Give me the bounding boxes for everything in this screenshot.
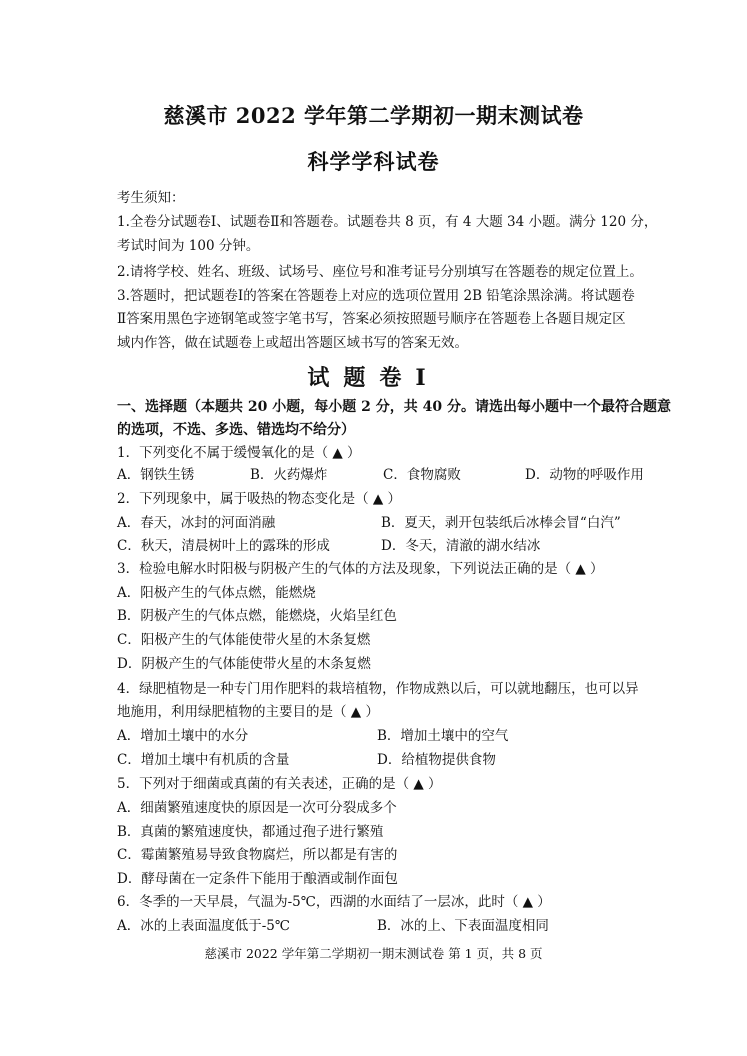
- q2-option-a: A．春天，冰封的河面消融: [117, 515, 276, 531]
- q4-stem-1: 4．绿肥植物是一种专门用作肥料的栽培植物，作物成熟以后，可以就地翻压，也可以异: [117, 681, 639, 697]
- q3-option-d: D．阴极产生的气体能使带火星的木条复燃: [117, 656, 371, 672]
- q4-option-d: D．给植物提供食物: [377, 752, 496, 768]
- part1-instruction-2: 的选项，不选、多选、错选均不给分）: [117, 422, 355, 438]
- q6-option-b: B．冰的上、下表面温度相同: [377, 918, 549, 934]
- q6-stem: 6．冬季的一天早晨，气温为-5℃，西湖的水面结了一层冰，此时（ ▲ ）: [117, 894, 551, 910]
- q1-option-a: A．钢铁生锈: [117, 467, 195, 483]
- notice-line-1: 1.全卷分试题卷Ⅰ、试题卷Ⅱ和答题卷。试题卷共 8 页，有 4 大题 34 小题。满分 120 分，: [117, 214, 658, 230]
- q5-option-c: C．霉菌繁殖易导致食物腐烂，所以都是有害的: [117, 847, 398, 863]
- q2-option-d: D．冬天，清澈的湖水结冰: [381, 538, 541, 554]
- q5-stem: 5．下列对于细菌或真菌的有关表述，正确的是（ ▲ ）: [117, 776, 442, 792]
- part1-instruction-1: 一、选择题（本题共 20 小题，每小题 2 分，共 40 分。请选出每小题中一个最符合题意: [117, 399, 671, 415]
- q4-option-a: A．增加土壤中的水分: [117, 728, 249, 744]
- q5-option-d: D．酵母菌在一定条件下能用于酿酒或制作面包: [117, 871, 398, 887]
- q1-option-b: B．火药爆炸: [250, 467, 328, 483]
- section-title: 试题卷Ⅰ: [307, 365, 440, 391]
- notice-heading: 考生须知：: [117, 190, 185, 206]
- q5-option-b: B．真菌的繁殖速度快，都通过孢子进行繁殖: [117, 824, 384, 840]
- q3-option-c: C．阳极产生的气体能使带火星的木条复燃: [117, 632, 371, 648]
- q2-stem: 2．下列现象中，属于吸热的物态变化是（ ▲ ）: [117, 491, 402, 507]
- q3-stem: 3．检验电解水时阳极与阴极产生的气体的方法及现象，下列说法正确的是（ ▲ ）: [117, 561, 604, 577]
- exam-title: 慈溪市 2022 学年第二学期初一期末测试卷: [163, 103, 584, 128]
- q4-option-c: C．增加土壤中有机质的含量: [117, 752, 290, 768]
- q5-option-a: A．细菌繁殖速度快的原因是一次可分裂成多个: [117, 800, 397, 816]
- exam-subtitle: 科学学科试卷: [307, 149, 440, 174]
- q1-option-c: C．食物腐败: [383, 467, 461, 483]
- q3-option-a: A．阳极产生的气体点燃，能燃烧: [117, 585, 316, 601]
- page-footer: 慈溪市 2022 学年第二学期初一期末测试卷 第 1 页，共 8 页: [204, 946, 543, 961]
- q1-stem: 1．下列变化不属于缓慢氧化的是（ ▲ ）: [117, 445, 361, 461]
- q4-option-b: B．增加土壤中的空气: [377, 728, 509, 744]
- notice-line-6: 域内作答，做在试题卷上或超出答题区域书写的答案无效。: [117, 335, 468, 351]
- notice-line-5: Ⅱ答案用黑色字迹钢笔或签字笔书写，答案必须按照题号顺序在答题卷上各题目规定区: [117, 311, 626, 327]
- notice-line-2: 考试时间为 100 分钟。: [117, 238, 260, 254]
- notice-line-3: 2.请将学校、姓名、班级、试场号、座位号和准考证号分别填写在答题卷的规定位置上。: [117, 264, 643, 280]
- notice-line-4: 3.答题时，把试题卷Ⅰ的答案在答题卷上对应的选项位置用 2B 铅笔涂黑涂满。将试题卷: [117, 288, 635, 304]
- q3-option-b: B．阴极产生的气体点燃，能燃烧，火焰呈红色: [117, 608, 397, 624]
- q6-option-a: A．冰的上表面温度低于-5℃: [117, 918, 291, 934]
- q4-stem-2: 地施用，利用绿肥植物的主要目的是（ ▲ ）: [117, 704, 379, 720]
- q2-option-b: B．夏天，剥开包装纸后冰棒会冒“白汽”: [381, 515, 621, 531]
- q1-option-d: D．动物的呼吸作用: [525, 467, 644, 483]
- q2-option-c: C．秋天，清晨树叶上的露珠的形成: [117, 538, 330, 554]
